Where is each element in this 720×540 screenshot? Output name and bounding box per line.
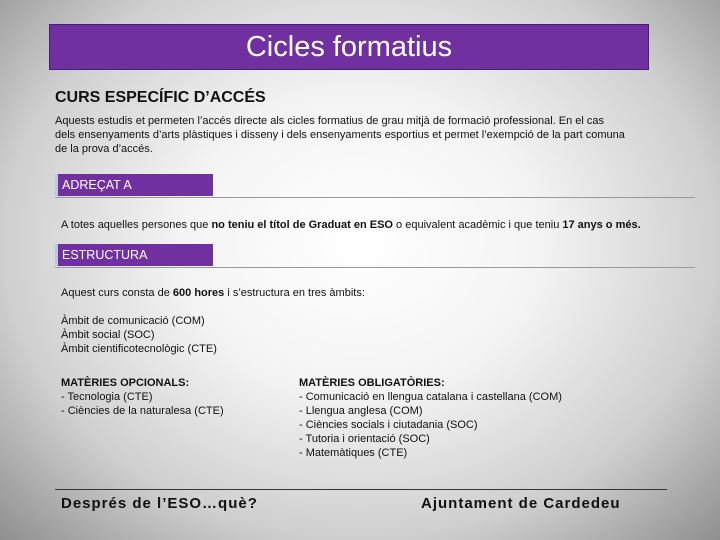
adrecat-text-bold: 17 anys o més. [562, 219, 641, 231]
footer-left: Després de l’ESO…què? [61, 495, 258, 512]
adrecat-text-part: A totes aquelles persones que [61, 219, 212, 231]
section-heading: CURS ESPECÍFIC D’ACCÉS [55, 89, 266, 106]
intro-line: dels ensenyaments d’arts plàstiques i disseny i dels ensenyaments esportius et permet l’exempció de la part comuna [55, 129, 625, 141]
adrecat-label: ADREÇAT A [55, 174, 213, 196]
intro-line: Aquests estudis et permeten l’accés directe als cicles formatius de grau mitjà de formació professional. En el cas [55, 115, 605, 127]
estructura-text [61, 287, 365, 300]
footer-divider [55, 489, 667, 490]
adrecat-text-bold: no teniu el títol de Graduat en ESO [211, 219, 393, 231]
ambits-list [61, 314, 217, 356]
optional-subjects [61, 376, 224, 418]
mandatory-heading: MATÈRIES OBLIGATÒRIES: [299, 377, 445, 389]
list-item: - Tecnologia (CTE) [61, 391, 153, 403]
estructura-label: ESTRUCTURA [55, 244, 213, 266]
footer-right: Ajuntament de Cardedeu [421, 495, 621, 512]
list-item: Àmbit de comunicació (COM) [61, 315, 205, 327]
adrecat-text-part: o equivalent acadèmic i que teniu [392, 219, 563, 231]
estructura-text-part: i s’estructura en tres àmbits: [224, 287, 365, 299]
divider [55, 267, 695, 268]
mandatory-subjects [299, 376, 562, 460]
list-item: - Llengua anglesa (COM) [299, 405, 423, 417]
estructura-text-part: Aquest curs consta de [61, 287, 173, 299]
optional-heading: MATÈRIES OPCIONALS: [61, 377, 190, 389]
adrecat-text [61, 219, 641, 232]
list-item: - Ciències socials i ciutadania (SOC) [299, 419, 478, 431]
page-title: Cicles formatius [49, 24, 649, 70]
list-item: - Matemàtiques (CTE) [299, 447, 408, 459]
intro-paragraph [55, 114, 695, 156]
intro-line: de la prova d’accés. [55, 143, 153, 155]
list-item: - Tutoria i orientació (SOC) [299, 433, 430, 445]
list-item: Àmbit cientificotecnològic (CTE) [61, 343, 217, 355]
estructura-text-bold: 600 hores [172, 287, 225, 299]
divider [55, 197, 695, 198]
list-item: - Comunicació en llengua catalana i castellana (COM) [299, 391, 562, 403]
list-item: - Ciències de la naturalesa (CTE) [61, 405, 224, 417]
list-item: Àmbit social (SOC) [61, 329, 155, 341]
